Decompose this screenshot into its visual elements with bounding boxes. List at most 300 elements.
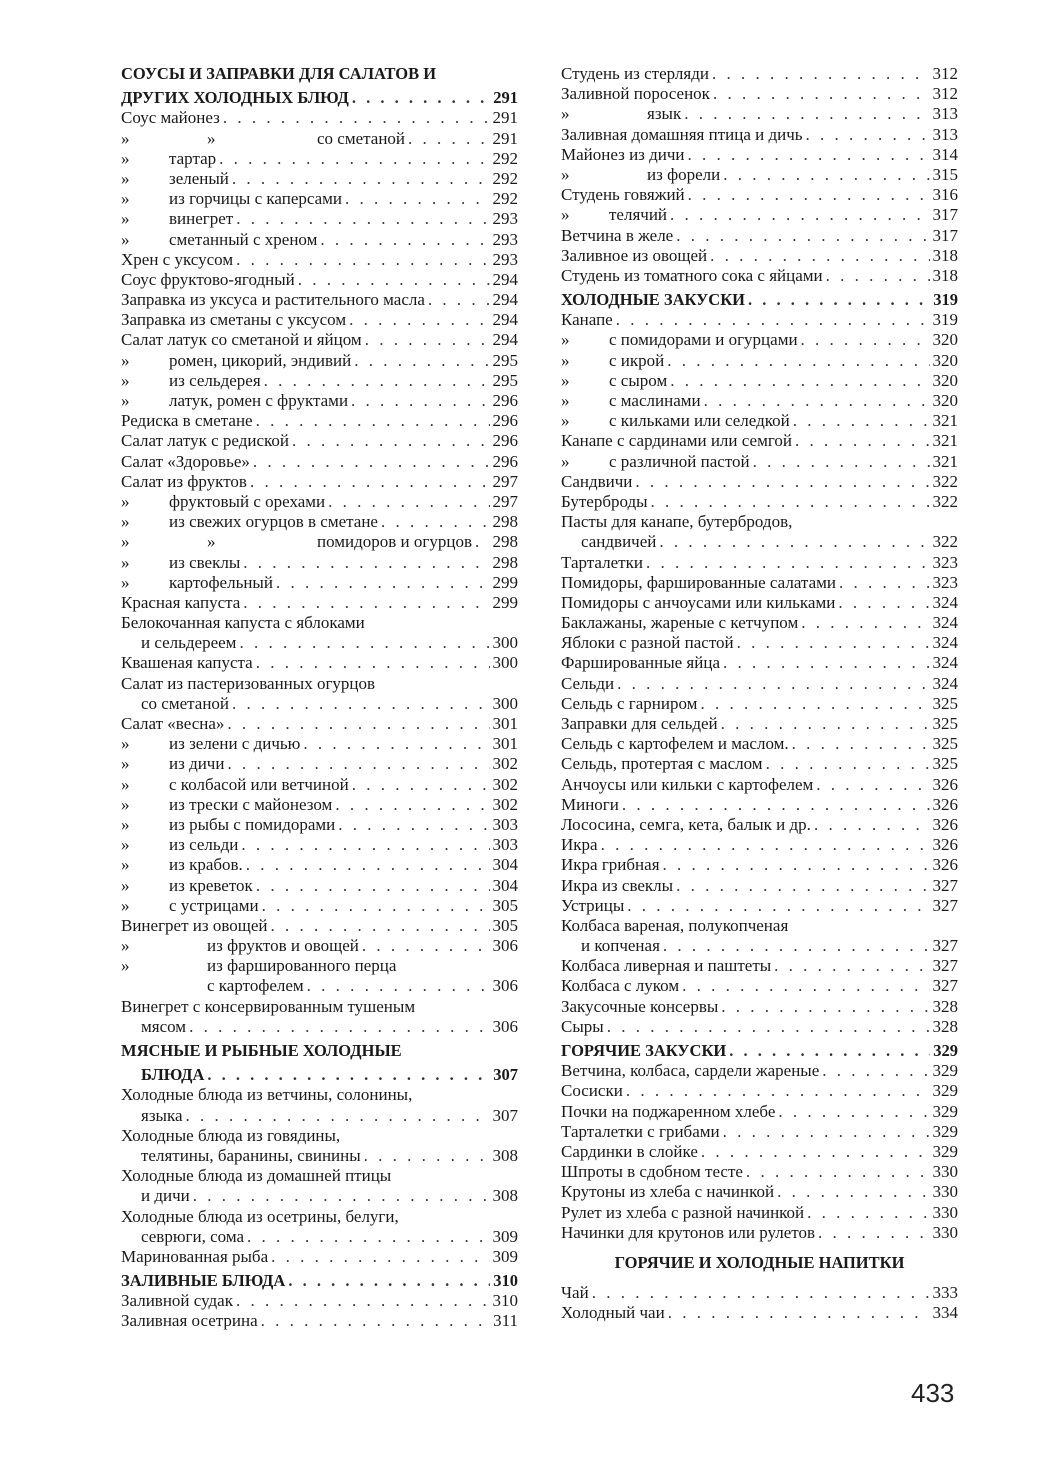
toc-entry-label: Красная капуста xyxy=(121,592,241,612)
toc-entry xyxy=(561,371,958,391)
toc-page-number: 291 xyxy=(492,128,518,148)
dot-leader xyxy=(303,734,489,754)
dot-leader xyxy=(239,633,489,653)
toc-entry xyxy=(121,452,518,472)
toc-entry-text xyxy=(121,775,349,795)
toc-entry-text xyxy=(561,1041,726,1061)
dot-leader xyxy=(243,593,489,613)
toc-entry-text xyxy=(121,1041,402,1061)
dot-leader xyxy=(236,250,489,270)
dot-leader xyxy=(189,1017,489,1037)
toc-entry xyxy=(121,795,518,815)
toc-entry-text xyxy=(121,330,362,350)
toc-entry-text xyxy=(561,754,763,774)
toc-entry xyxy=(561,714,958,734)
toc-entry xyxy=(561,492,958,512)
dot-leader xyxy=(250,472,490,492)
ditto-mark: » xyxy=(207,532,216,552)
dot-leader xyxy=(601,835,930,855)
toc-entry-label: Соус майонез xyxy=(121,108,220,128)
toc-page-number: 309 xyxy=(492,1246,518,1266)
toc-entry-label: Студень говяжий xyxy=(561,185,685,205)
dot-leader xyxy=(682,976,929,996)
toc-entry-text xyxy=(561,633,734,653)
dot-leader xyxy=(276,573,490,593)
dot-leader xyxy=(261,1311,490,1331)
toc-page-number: 294 xyxy=(492,269,518,289)
toc-entry xyxy=(561,916,958,936)
toc-entry-label: Почки на поджаренном хлебе xyxy=(561,1101,776,1121)
toc-entry-text xyxy=(121,512,378,532)
toc-entry xyxy=(121,431,518,451)
toc-entry xyxy=(561,351,958,371)
dot-leader xyxy=(288,1271,490,1291)
toc-page-number: 306 xyxy=(492,936,518,956)
toc-entry-text xyxy=(121,754,224,774)
ditto-mark: » xyxy=(121,552,130,572)
toc-entry xyxy=(561,573,958,593)
dot-leader xyxy=(193,1186,490,1206)
toc-entry-text xyxy=(121,371,261,391)
page-number: 433 xyxy=(911,1378,955,1408)
dot-leader xyxy=(723,653,930,673)
toc-page-number: 327 xyxy=(932,936,958,956)
toc-page-number: 330 xyxy=(932,1182,958,1202)
dot-leader xyxy=(364,1146,490,1166)
toc-page-number: 324 xyxy=(932,633,958,653)
dot-leader xyxy=(232,169,490,189)
toc-entry-label: с икрой xyxy=(609,350,665,370)
dot-leader xyxy=(320,230,489,250)
toc-page-number: 298 xyxy=(492,552,518,572)
toc-page-number: 322 xyxy=(932,532,958,552)
dot-leader xyxy=(700,694,929,714)
toc-entry xyxy=(121,896,518,916)
toc-page-number: 324 xyxy=(932,592,958,612)
dot-leader xyxy=(688,185,930,205)
toc-entry xyxy=(121,108,518,128)
toc-page-number: 294 xyxy=(492,290,518,310)
dot-leader xyxy=(667,351,929,371)
ditto-mark: » xyxy=(561,411,570,431)
toc-entry-label: Соус фруктово-ягодный xyxy=(121,269,295,289)
toc-entry-label: Устрицы xyxy=(561,895,625,915)
dot-leader xyxy=(663,936,930,956)
toc-entry-label: Анчоусы или кильки с картофелем xyxy=(561,774,814,794)
toc-entry-text xyxy=(561,997,718,1017)
toc-entry-text xyxy=(561,532,656,552)
toc-entry-label: из фруктов и овощей xyxy=(207,936,359,956)
toc-entry xyxy=(561,104,958,124)
toc-entry-label: Рулет из хлеба с разной начинкой xyxy=(561,1202,805,1222)
dot-leader xyxy=(381,512,490,532)
toc-entry-text xyxy=(121,1085,412,1105)
toc-entry-text xyxy=(561,290,745,310)
toc-entry-text xyxy=(121,108,220,128)
dot-leader xyxy=(729,1041,930,1061)
toc-entry-label: из зелени с дичью xyxy=(169,734,301,754)
toc-entry-text xyxy=(561,1102,775,1122)
toc-entry xyxy=(561,1142,958,1162)
toc-entry-text xyxy=(121,1166,391,1186)
toc-entry-label: Холодные блюда из домашней птицы xyxy=(121,1166,392,1186)
toc-entry xyxy=(561,754,958,774)
toc-entry-text xyxy=(121,815,335,835)
dot-leader xyxy=(354,351,489,371)
toc-entry xyxy=(561,936,958,956)
toc-page-number: 302 xyxy=(492,774,518,794)
toc-entry-text xyxy=(121,573,273,593)
toc-entry-text xyxy=(561,734,789,754)
toc-entry-text xyxy=(561,835,598,855)
toc-page-number: 304 xyxy=(492,855,518,875)
toc-page-number: 295 xyxy=(492,350,518,370)
toc-entry xyxy=(121,876,518,896)
toc-entry-text xyxy=(121,1271,285,1291)
dot-leader xyxy=(345,189,489,209)
toc-page-number: 294 xyxy=(492,330,518,350)
dot-leader xyxy=(668,1303,930,1323)
toc-entry-text xyxy=(561,411,790,431)
toc-entry-label: Заливная осетрина xyxy=(121,1311,258,1331)
toc-entry-label: телятины, баранины, свинины xyxy=(141,1145,361,1165)
toc-entry-text xyxy=(561,310,613,330)
toc-page-number: 292 xyxy=(492,189,518,209)
ditto-mark: » xyxy=(121,370,130,390)
toc-entry xyxy=(561,246,958,266)
toc-entry-text xyxy=(561,104,681,124)
toc-page-number: 321 xyxy=(932,431,958,451)
toc-entry-label: Винегрет из овощей xyxy=(121,915,268,935)
toc-page-number: 329 xyxy=(933,1041,958,1060)
toc-entry-label: Яблоки с разной пастой xyxy=(561,633,734,653)
toc-entry-label: и копченая xyxy=(581,936,660,956)
toc-entry-text xyxy=(121,1207,399,1227)
toc-entry xyxy=(561,674,958,694)
toc-entry-label: Салат «весна» xyxy=(121,714,225,733)
toc-entry-label: с устрицами xyxy=(169,895,259,915)
dot-leader xyxy=(778,1102,929,1122)
toc-page-number: 321 xyxy=(932,451,958,471)
toc-entry xyxy=(121,290,518,310)
toc-entry-label: Заправки для сельдей xyxy=(561,714,718,733)
toc-entry-text xyxy=(561,472,632,492)
toc-entry-label: Салат из фруктов xyxy=(121,471,247,491)
toc-entry-text xyxy=(561,976,679,996)
toc-entry xyxy=(561,1203,958,1223)
toc-page-number: 305 xyxy=(492,895,518,915)
toc-entry xyxy=(121,1247,518,1267)
dot-leader xyxy=(712,64,930,84)
toc-entry-label: ДРУГИХ ХОЛОДНЫХ БЛЮД xyxy=(121,88,349,108)
ditto-mark: » xyxy=(121,168,130,188)
toc-page-number: 296 xyxy=(492,411,518,431)
toc-page-number: 321 xyxy=(932,411,958,431)
toc-entry xyxy=(561,84,958,104)
toc-entry xyxy=(561,185,958,205)
toc-entry-text xyxy=(121,169,229,189)
toc-entry-label: ГОРЯЧИЕ ЗАКУСКИ xyxy=(561,1041,727,1060)
toc-section-heading xyxy=(121,88,518,108)
toc-entry-text xyxy=(121,351,351,371)
toc-entry-label: Колбаса с луком xyxy=(561,976,680,996)
toc-entry xyxy=(561,593,958,613)
ditto-mark: » xyxy=(561,330,570,350)
toc-entry-label: тартар xyxy=(169,148,217,168)
toc-page-number: 301 xyxy=(492,734,518,754)
toc-entry-label: Квашеная капуста xyxy=(121,653,253,673)
toc-page-number: 299 xyxy=(492,592,518,612)
dot-leader xyxy=(607,1017,930,1037)
dot-leader xyxy=(616,310,930,330)
toc-entry xyxy=(121,1126,518,1146)
toc-entry-text xyxy=(121,1126,340,1146)
toc-page-number: 318 xyxy=(932,245,958,265)
dot-leader xyxy=(646,553,930,573)
toc-entry-label: язык xyxy=(647,104,682,124)
toc-page-number: 324 xyxy=(932,653,958,673)
toc-entry-text xyxy=(121,129,405,149)
toc-page-number: 329 xyxy=(932,1061,958,1081)
dot-leader xyxy=(270,916,489,936)
toc-entry-label: с сыром xyxy=(609,370,668,390)
toc-entry xyxy=(121,371,518,391)
dot-leader xyxy=(307,976,490,996)
toc-entry-text xyxy=(121,593,240,613)
dot-leader xyxy=(795,431,930,451)
toc-entry-label: винегрет xyxy=(169,209,234,229)
toc-entry-label: МЯСНЫЕ И РЫБНЫЕ ХОЛОДНЫЕ xyxy=(121,1041,402,1060)
toc-entry-text xyxy=(561,956,771,976)
toc-entry xyxy=(561,734,958,754)
dot-leader xyxy=(186,1106,490,1126)
toc-entry-label: Салат из пастеризованных огурцов xyxy=(121,673,376,693)
ditto-mark: » xyxy=(561,205,570,225)
toc-page-number: 326 xyxy=(932,835,958,855)
toc-page-number: 310 xyxy=(492,1291,518,1311)
toc-page-number: 293 xyxy=(492,229,518,249)
toc-entry-label: Заливной поросенок xyxy=(561,84,710,104)
toc-entry xyxy=(561,1283,958,1303)
toc-entry-label: Заправка из уксуса и растительного масла xyxy=(121,290,425,310)
toc-page-number: 330 xyxy=(932,1202,958,1222)
toc-entry xyxy=(121,674,518,694)
toc-entry-text xyxy=(121,310,346,330)
toc-entry-text xyxy=(121,1247,268,1267)
ditto-mark: » xyxy=(561,164,570,184)
toc-entry xyxy=(561,876,958,896)
toc-entry xyxy=(121,351,518,371)
toc-entry-text xyxy=(561,1162,743,1182)
toc-page-number: 307 xyxy=(493,1065,518,1085)
toc-page-number: 296 xyxy=(492,451,518,471)
toc-entry-label: Помидоры, фаршированные салатами xyxy=(561,572,836,592)
toc-entry-text xyxy=(121,532,472,552)
toc-page-number: 319 xyxy=(932,310,958,330)
toc-entry-label: со сметаной xyxy=(141,693,230,713)
toc-entry-label: из форели xyxy=(647,164,721,184)
toc-page-number: 303 xyxy=(492,814,518,834)
toc-entry-label: Сосиски xyxy=(561,1081,623,1101)
toc-entry xyxy=(121,633,518,653)
toc-entry-text xyxy=(121,250,233,270)
toc-entry xyxy=(561,795,958,815)
toc-entry xyxy=(561,391,958,411)
toc-entry-label: Бутерброды xyxy=(561,491,648,511)
toc-entry xyxy=(561,165,958,185)
toc-entry-text xyxy=(121,189,342,209)
toc-entry-label: СОУСЫ И ЗАПРАВКИ ДЛЯ САЛАТОВ И xyxy=(121,64,437,83)
dot-leader xyxy=(814,815,930,835)
toc-entry-label: Сандвичи xyxy=(561,471,633,491)
toc-entry-label: и сельдереем xyxy=(141,633,237,653)
dot-leader xyxy=(298,270,490,290)
toc-entry-label: Баклажаны, жареные с кетчупом xyxy=(561,613,799,633)
toc-entry-label: Икра xyxy=(561,835,598,855)
toc-entry-label: Хрен с уксусом xyxy=(121,249,234,269)
toc-page-number: 323 xyxy=(932,552,958,572)
toc-entry-text xyxy=(121,795,332,815)
toc-page-number: 292 xyxy=(492,148,518,168)
toc-entry-label: ГОРЯЧИЕ И ХОЛОДНЫЕ НАПИТКИ xyxy=(614,1252,905,1272)
toc-entry-label: из фаршированного перца xyxy=(207,956,397,976)
toc-entry xyxy=(121,1085,518,1105)
dot-leader xyxy=(223,108,490,128)
toc-page-number: 302 xyxy=(492,794,518,814)
toc-page-number: 328 xyxy=(932,996,958,1016)
toc-entry-label: ромен, цикорий, эндивий xyxy=(169,350,352,370)
toc-entry-text xyxy=(121,1146,361,1166)
toc-entry-text xyxy=(561,452,750,472)
toc-entry xyxy=(561,472,958,492)
toc-entry-label: из трески с майонезом xyxy=(169,794,333,814)
toc-page-number: 294 xyxy=(492,310,518,330)
toc-entry-text xyxy=(561,391,701,411)
toc-page-number: 300 xyxy=(492,633,518,653)
toc-entry-label: с кильками или селедкой xyxy=(609,411,790,431)
toc-section-heading xyxy=(121,1065,518,1085)
toc-page-number: 309 xyxy=(492,1226,518,1246)
toc-entry xyxy=(561,266,958,286)
toc-entry-label: Сельдь с гарниром xyxy=(561,693,698,713)
ditto-mark: » xyxy=(121,875,130,895)
toc-entry-label: из свеклы xyxy=(169,552,241,572)
toc-entry xyxy=(121,613,518,633)
dot-leader xyxy=(247,1227,489,1247)
toc-entry-label: Миноги xyxy=(561,794,619,814)
toc-entry xyxy=(121,512,518,532)
toc-entry xyxy=(121,1166,518,1186)
toc-entry xyxy=(121,230,518,250)
toc-entry xyxy=(121,754,518,774)
toc-entry xyxy=(121,149,518,169)
toc-page-number: 291 xyxy=(492,108,518,128)
ditto-mark: » xyxy=(121,532,130,552)
toc-entry-label: Маринованная рыба xyxy=(121,1246,269,1266)
toc-page-number: 324 xyxy=(932,673,958,693)
toc-entry-label: Студень из томатного сока с яйцами xyxy=(561,265,823,285)
toc-page-number: 329 xyxy=(932,1121,958,1141)
toc-entry-text xyxy=(121,674,375,694)
ditto-mark: » xyxy=(561,451,570,471)
toc-entry-label: БЛЮДА xyxy=(141,1065,205,1085)
toc-entry-text xyxy=(561,553,643,573)
ditto-mark: » xyxy=(121,491,130,511)
toc-entry-text xyxy=(561,1303,665,1323)
dot-leader xyxy=(227,714,489,734)
toc-entry-label: Салат латук с редиской xyxy=(121,431,290,451)
ditto-mark: » xyxy=(121,209,130,229)
toc-entry-text xyxy=(121,835,238,855)
toc-entry-label: языка xyxy=(141,1105,183,1125)
dot-leader xyxy=(710,246,929,266)
dot-leader xyxy=(236,209,489,229)
toc-entry-label: Колбаса ливерная и паштеты xyxy=(561,956,772,976)
toc-entry-text xyxy=(561,573,836,593)
toc-page-number: 297 xyxy=(492,471,518,491)
toc-entry xyxy=(121,734,518,754)
toc-entry-text xyxy=(561,1283,589,1303)
dot-leader xyxy=(651,492,930,512)
toc-page-number: 308 xyxy=(492,1186,518,1206)
toc-page-number: 308 xyxy=(492,1145,518,1165)
toc-page-number: 298 xyxy=(492,512,518,532)
toc-page-number: 299 xyxy=(492,572,518,592)
toc-entry-text xyxy=(561,653,720,673)
toc-entry xyxy=(561,205,958,225)
ditto-mark: » xyxy=(121,734,130,754)
toc-page-number: 306 xyxy=(492,1016,518,1036)
toc-entry-text xyxy=(121,64,436,84)
toc-entry xyxy=(561,1182,958,1202)
dot-leader xyxy=(713,84,930,104)
toc-entry-label: Заправка из сметаны с уксусом xyxy=(121,310,347,330)
ditto-mark: » xyxy=(207,128,216,148)
dot-leader xyxy=(475,532,489,552)
toc-entry-label: телячий xyxy=(609,205,668,225)
toc-entry-label: Начинки для крутонов или рулетов xyxy=(561,1222,816,1242)
toc-entry-text xyxy=(121,431,289,451)
dot-leader xyxy=(362,936,490,956)
toc-section-heading xyxy=(121,1041,518,1061)
toc-entry-text xyxy=(561,512,792,532)
toc-entry xyxy=(121,1207,518,1227)
toc-entry-text xyxy=(121,613,365,633)
dot-leader xyxy=(659,532,929,552)
toc-entry-text xyxy=(561,351,664,371)
toc-entry-text xyxy=(561,1203,804,1223)
toc-page-number: 327 xyxy=(932,976,958,996)
dot-leader xyxy=(801,613,929,633)
toc-entry-text xyxy=(561,613,798,633)
toc-entry xyxy=(121,1186,518,1206)
toc-entry xyxy=(561,997,958,1017)
toc-section-heading xyxy=(561,1253,958,1273)
toc-entry-text xyxy=(121,553,240,573)
toc-entry-text xyxy=(561,226,673,246)
toc-page-number: 323 xyxy=(932,572,958,592)
toc-entry-label: мясом xyxy=(141,1016,187,1036)
toc-page-number: 320 xyxy=(932,370,958,390)
toc-entry-text xyxy=(561,694,697,714)
toc-entry xyxy=(561,633,958,653)
toc-entry-text xyxy=(561,431,792,451)
toc-entry-text xyxy=(561,84,710,104)
dot-leader xyxy=(701,1142,930,1162)
toc-entry-label: Студень из стерляди xyxy=(561,64,709,83)
ditto-mark: » xyxy=(121,774,130,794)
toc-entry-text xyxy=(121,855,243,875)
